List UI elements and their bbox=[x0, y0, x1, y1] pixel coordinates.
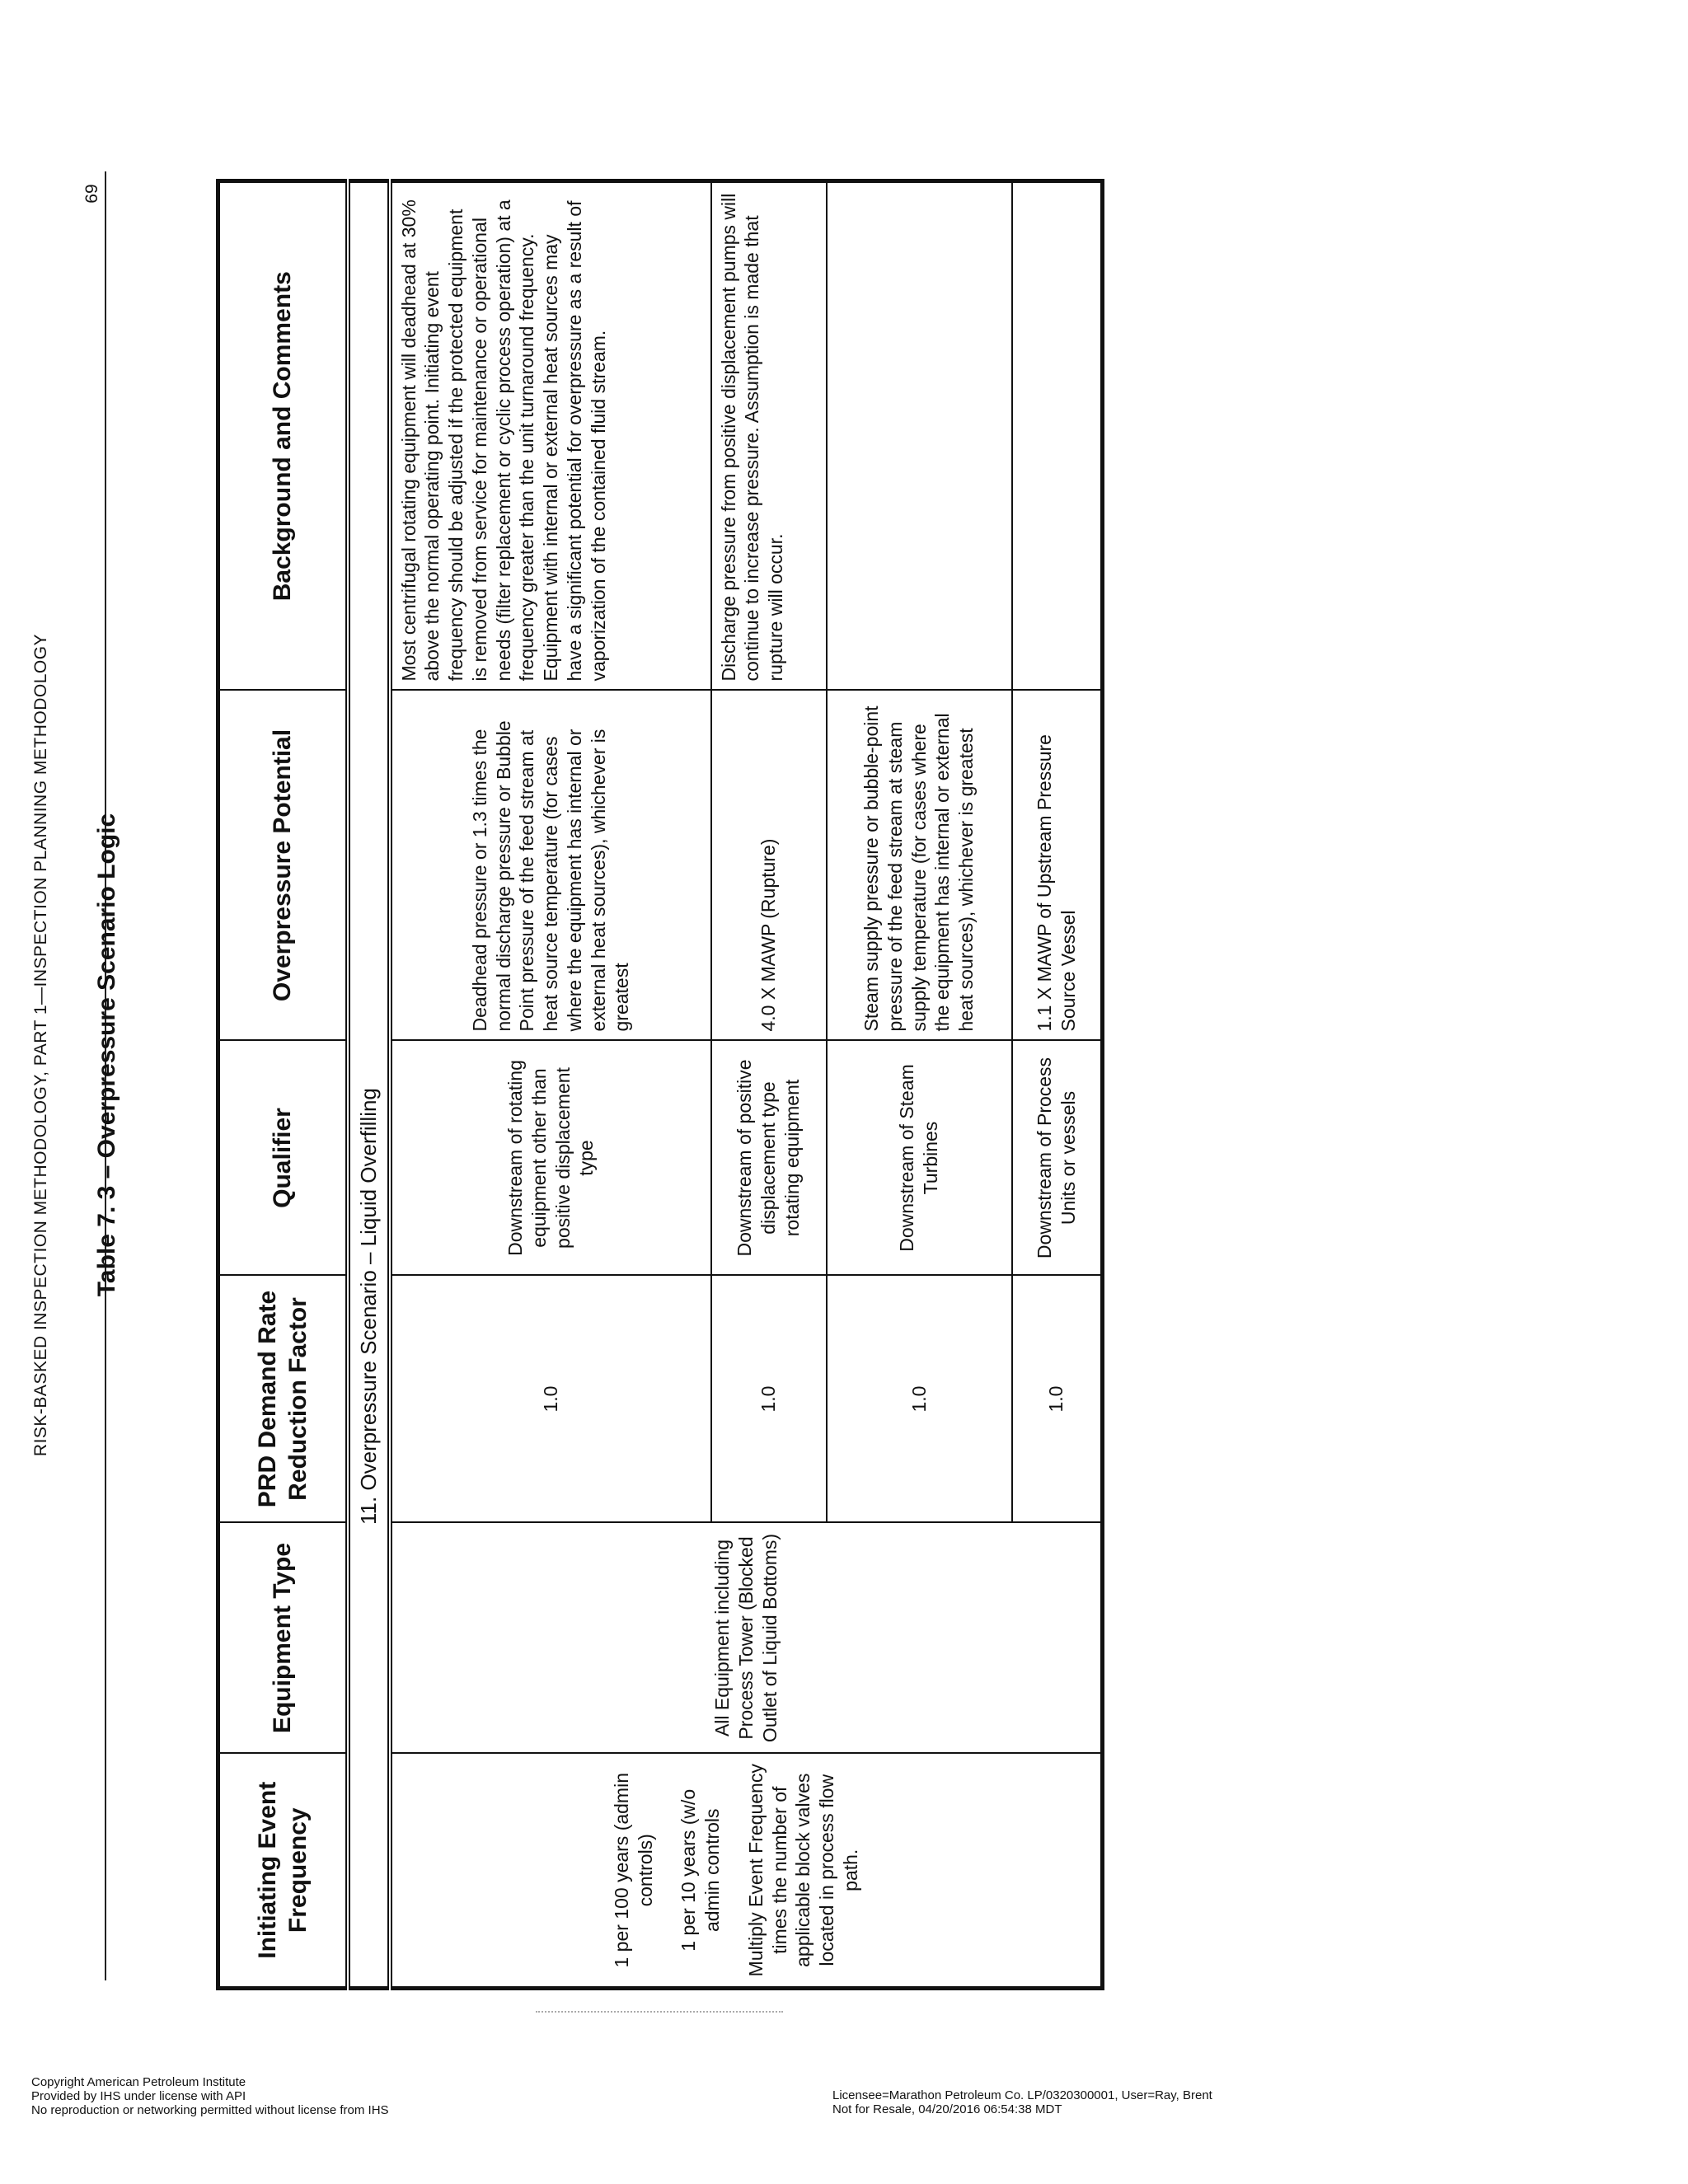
factor-cell: 1.0 bbox=[711, 1276, 827, 1523]
footer-line: No reproduction or networking permitted without license from IHS bbox=[31, 2103, 389, 2117]
footer-line: Copyright American Petroleum Institute bbox=[31, 2075, 246, 2089]
qualifier-cell: Downstream of rotating equipment other than positive displacement type bbox=[390, 1041, 711, 1276]
col-header-overpressure-potential: Overpressure Potential bbox=[218, 691, 349, 1041]
col-header-frequency: Initiating Event Frequency bbox=[218, 1754, 349, 1989]
footer-line: Provided by IHS under license with API bbox=[31, 2089, 246, 2103]
factor-cell: 1.0 bbox=[1012, 1276, 1103, 1523]
footer-license bbox=[832, 2088, 1212, 2116]
running-title: RISK-BASKED INSPECTION METHODOLOGY, PART 1—INSPECTION PLANNING METHODOLOGY bbox=[31, 633, 50, 1457]
comments-cell bbox=[390, 181, 711, 691]
factor-cell: 1.0 bbox=[390, 1276, 711, 1523]
comment-text: Equipment with internal or external heat sources may have a significant potential for overpressure as a result of vaporization of the contained fluid stream. bbox=[540, 200, 609, 682]
equipment-type-cell: All Equipment including Process Tower (Blocked Outlet of Liquid Bottoms) bbox=[390, 1523, 1103, 1754]
footer-line: Not for Resale, 04/20/2016 06:54:38 MDT bbox=[832, 2102, 1062, 2116]
overpressure-scenario-table bbox=[216, 179, 1104, 1990]
frequency-admin: 1 per 100 years (admin controls) bbox=[610, 1773, 656, 1968]
table-title: Table 7. 3 – Overpressure Scenario Logic bbox=[93, 813, 120, 1297]
col-header-prd-factor: PRD Demand Rate Reduction Factor bbox=[218, 1276, 349, 1523]
comments-cell bbox=[827, 181, 1012, 691]
factor-cell: 1.0 bbox=[827, 1276, 1012, 1523]
section-row bbox=[348, 181, 390, 1989]
col-header-equipment-type: Equipment Type bbox=[218, 1523, 349, 1754]
scan-artifact-dots bbox=[536, 2011, 783, 2018]
footer-line: Licensee=Marathon Petroleum Co. LP/0320300001, User=Ray, Brent bbox=[832, 2088, 1212, 2102]
potential-cell: 4.0 X MAWP (Rupture) bbox=[711, 691, 827, 1041]
comments-cell bbox=[711, 181, 827, 691]
comment-text: Most centrifugal rotating equipment will deadhead at 30% above the normal operating point. Initiating event frequency should be adjusted if the protected equipment is removed from service for maintenance or operational needs (filter replacement or cyclic process operation) at a frequency greater than the unit turnaround frequency. bbox=[397, 199, 538, 682]
potential-cell: Deadhead pressure or 1.3 times the normal discharge pressure or Bubble Point pressure of the feed stream at heat source temperature (for cases where the equipment has internal or external heat sources), whichever is greatest bbox=[390, 691, 711, 1041]
frequency-cell bbox=[390, 1754, 1103, 1989]
table-header-row bbox=[218, 181, 349, 1989]
section-title: 11. Overpressure Scenario – Liquid Overfilling bbox=[348, 181, 390, 1989]
page-number: 69 bbox=[82, 184, 101, 204]
footer-copyright bbox=[31, 2075, 389, 2117]
table-row bbox=[390, 181, 711, 1989]
col-header-qualifier: Qualifier bbox=[218, 1041, 349, 1276]
potential-cell: 1.1 X MAWP of Upstream Pressure Source Vessel bbox=[1012, 691, 1103, 1041]
frequency-multiplier: Multiply Event Frequency times the number of applicable block valves located in process flow path. bbox=[744, 1764, 861, 1977]
qualifier-cell: Downstream of Steam Turbines bbox=[827, 1041, 1012, 1276]
overpressure-table-container bbox=[216, 183, 1079, 1990]
comment-text: Discharge pressure from positive displacement pumps will continue to increase pressure. Assumption is made that rupture will occur. bbox=[717, 193, 786, 682]
comments-cell bbox=[1012, 181, 1103, 691]
col-header-background-comments: Background and Comments bbox=[218, 181, 349, 691]
qualifier-cell: Downstream of positive displacement type rotating equipment bbox=[711, 1041, 827, 1276]
potential-cell: Steam supply pressure or bubble-point pressure of the feed stream at steam supply temperature (for cases where the equipment has internal or external heat sources), whichever is greatest bbox=[827, 691, 1012, 1041]
qualifier-cell: Downstream of Process Units or vessels bbox=[1012, 1041, 1103, 1276]
frequency-no-admin: 1 per 10 years (w/o admin controls bbox=[678, 1788, 724, 1952]
